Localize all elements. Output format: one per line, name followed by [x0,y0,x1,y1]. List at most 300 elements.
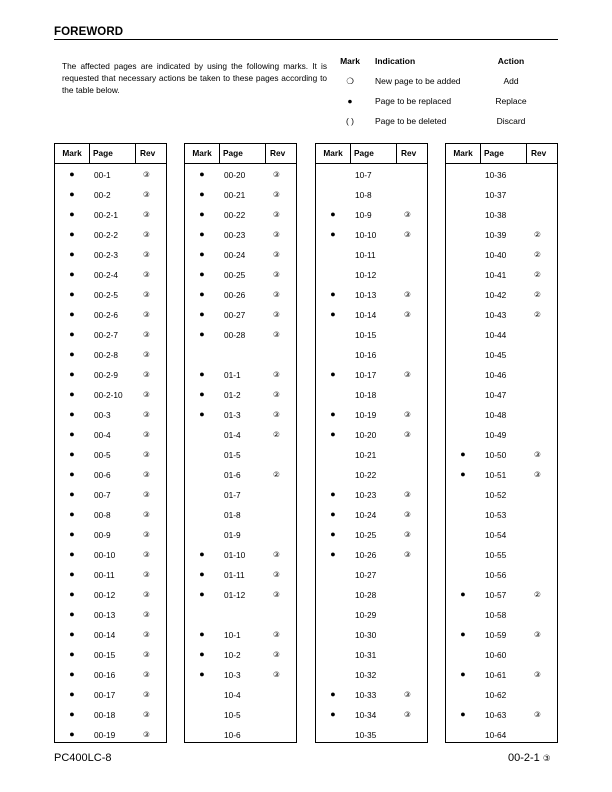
page-number-cell: 10-55 [485,550,507,560]
page-number-cell: 10-17 [355,370,377,380]
page-number-cell: 00-2-4 [94,270,118,280]
table-row [185,245,296,265]
table-row [185,485,296,505]
page-number-cell: 10-32 [355,670,377,680]
page-number-cell: 00-2-3 [94,250,118,260]
table-row [185,665,296,685]
page-number-cell: 00-27 [224,310,246,320]
page-number-cell: 00-14 [94,630,116,640]
page-number-cell: 10-60 [485,650,507,660]
revision-cell: ③ [534,450,541,459]
revision-mark-icon: ● [69,329,75,339]
revision-cell: ③ [143,550,150,559]
revision-cell: ③ [273,290,280,299]
revision-cell: ③ [143,210,150,219]
table-row [185,705,296,725]
legend-table [332,56,558,136]
table-row [316,665,427,685]
table-row [316,285,427,305]
page-number-cell: 00-20 [224,170,246,180]
revision-cell: ② [273,470,280,479]
col-header-page: Page [484,148,504,158]
page-number-cell: 10-52 [485,490,507,500]
page-number-cell: 10-53 [485,510,507,520]
page-number-cell: 01-9 [224,530,241,540]
revision-cell: ③ [143,190,150,199]
page-number-cell: 10-42 [485,290,507,300]
page-number-cell: 10-38 [485,210,507,220]
page-number-cell: 10-49 [485,430,507,440]
table-row [185,645,296,665]
table-row [316,425,427,445]
revision-cell: ② [273,430,280,439]
legend-indication: New page to be added [375,76,461,86]
revision-mark-icon: ● [199,249,205,259]
revision-cell: ③ [404,210,411,219]
table-row [446,605,557,625]
revision-cell: ③ [273,670,280,679]
revision-mark-icon: ● [199,569,205,579]
revision-mark-icon: ● [460,589,466,599]
column-divider [526,144,527,163]
revision-cell: ③ [404,490,411,499]
revision-cell: ③ [143,270,150,279]
legend-action: Discard [496,116,526,126]
page-number-cell: 10-33 [355,690,377,700]
table-row [446,685,557,705]
page-number-cell: 00-2-8 [94,350,118,360]
page-number-cell: 10-5 [224,710,241,720]
table-row [55,565,166,585]
legend-row-add [332,76,558,96]
table-row [55,625,166,645]
table-row [185,725,296,745]
page-number-cell: 10-8 [355,190,372,200]
page-number-cell: 00-16 [94,670,116,680]
col-header-rev: Rev [270,148,286,158]
page-number-cell: 00-28 [224,330,246,340]
table-header [55,144,166,164]
table-row [316,245,427,265]
revision-mark-icon: ● [460,669,466,679]
table-row [446,345,557,365]
new-page-mark-icon: ❍ [346,76,354,86]
page-number-cell: 10-39 [485,230,507,240]
revision-cell: ③ [404,710,411,719]
page-number-cell: 00-2-10 [94,390,123,400]
revision-mark-icon: ● [69,709,75,719]
revision-mark-icon: ● [199,169,205,179]
revision-cell: ③ [273,210,280,219]
page-number-cell: 10-26 [355,550,377,560]
table-body [185,164,296,745]
page-number-cell: 00-2-7 [94,330,118,340]
table-row [185,545,296,565]
revision-mark-icon: ● [199,329,205,339]
page-number-cell: 10-63 [485,710,507,720]
table-row [316,305,427,325]
table-row [55,345,166,365]
page-number-cell: 10-30 [355,630,377,640]
table-header [316,144,427,164]
revision-cell: ② [534,290,541,299]
page-number-cell: 00-8 [94,510,111,520]
revision-mark-icon: ● [69,249,75,259]
column-divider [350,144,351,163]
revision-cell: ③ [273,310,280,319]
page-number-cell: 00-22 [224,210,246,220]
page-number-cell: 00-6 [94,470,111,480]
table-row [446,165,557,185]
revision-mark-icon: ● [69,229,75,239]
revision-mark-icon: ● [69,189,75,199]
revision-mark-icon: ● [199,189,205,199]
revision-mark-icon: ● [460,469,466,479]
page-number-cell: 00-1 [94,170,111,180]
revision-mark-icon: ● [69,609,75,619]
revision-mark-icon: ● [199,269,205,279]
table-row [185,365,296,385]
revision-mark-icon: ● [69,669,75,679]
revision-mark-icon: ● [330,369,336,379]
page-number-cell: 10-43 [485,310,507,320]
table-row [55,725,166,745]
table-row [316,385,427,405]
revision-cell: ③ [273,270,280,279]
revision-cell: ③ [273,410,280,419]
page-number-cell: 00-10 [94,550,116,560]
revision-cell: ③ [143,650,150,659]
col-header-page: Page [354,148,374,158]
table-row [316,705,427,725]
page-table-4 [445,143,558,743]
page-number-cell: 10-15 [355,330,377,340]
page-number-cell: 01-3 [224,410,241,420]
table-row [316,405,427,425]
revision-cell: ③ [404,430,411,439]
page-number-cell: 10-14 [355,310,377,320]
table-row [55,645,166,665]
revision-cell: ③ [143,590,150,599]
revision-mark-icon: ● [199,409,205,419]
column-divider [265,144,266,163]
table-row [185,165,296,185]
table-row [316,585,427,605]
table-row [446,205,557,225]
page-number-cell: 00-9 [94,530,111,540]
page-number-cell: 10-57 [485,590,507,600]
table-row [446,265,557,285]
page-number-cell: 10-16 [355,350,377,360]
table-row [446,405,557,425]
footer-page: 00-2-1 [508,752,540,764]
page-number-cell: 00-18 [94,710,116,720]
revision-mark-icon: ● [69,489,75,499]
table-row [446,725,557,745]
page-number-cell: 10-64 [485,730,507,740]
page-number-cell: 00-26 [224,290,246,300]
delete-page-mark-icon: ( ) [345,116,355,126]
revision-cell: ③ [273,250,280,259]
revision-mark-icon: ● [69,689,75,699]
page-number-cell: 10-4 [224,690,241,700]
revision-mark-icon: ● [69,429,75,439]
revision-mark-icon: ● [69,369,75,379]
table-row [446,365,557,385]
revision-cell: ③ [404,370,411,379]
table-row [185,305,296,325]
table-row [446,465,557,485]
page-number-cell: 10-31 [355,650,377,660]
page-number-cell: 00-19 [94,730,116,740]
table-body [55,164,166,745]
revision-cell: ③ [404,690,411,699]
revision-cell: ③ [143,290,150,299]
page-number-cell: 10-56 [485,570,507,580]
replace-page-mark-icon: ● [347,96,353,106]
revision-mark-icon: ● [330,229,336,239]
revision-cell: ③ [143,390,150,399]
page-number-cell: 10-41 [485,270,507,280]
page-number-cell: 10-51 [485,470,507,480]
table-row [55,545,166,565]
table-body [316,164,427,745]
table-row [316,465,427,485]
table-body [446,164,557,745]
legend-header-action: Action [497,56,525,66]
revision-cell: ③ [273,550,280,559]
revision-cell: ③ [534,630,541,639]
table-header [185,144,296,164]
revision-cell: ③ [143,530,150,539]
revision-cell: ③ [404,290,411,299]
revision-mark-icon: ● [69,569,75,579]
revision-cell: ② [534,310,541,319]
revision-mark-icon: ● [69,469,75,479]
page-number-cell: 00-2-5 [94,290,118,300]
revision-cell: ③ [143,730,150,739]
col-header-page: Page [223,148,243,158]
table-row [55,485,166,505]
table-row [185,625,296,645]
revision-mark-icon: ● [69,649,75,659]
revision-mark-icon: ● [460,709,466,719]
revision-cell: ③ [404,550,411,559]
page-number-cell: 10-27 [355,570,377,580]
revision-cell: ③ [273,570,280,579]
page-number-cell: 00-5 [94,450,111,460]
table-row [446,485,557,505]
table-row [446,305,557,325]
table-row [185,225,296,245]
table-row [55,605,166,625]
table-row [185,205,296,225]
legend-header-indication: Indication [375,56,416,66]
page-number-cell: 10-25 [355,530,377,540]
revision-mark-icon: ● [199,589,205,599]
page-table-3 [315,143,428,743]
table-row [446,445,557,465]
table-row [316,165,427,185]
col-header-rev: Rev [531,148,547,158]
table-row [446,645,557,665]
column-divider [396,144,397,163]
revision-cell: ③ [143,370,150,379]
table-row [55,585,166,605]
footer-rev-mark: ③ [542,753,551,763]
footer-page-number [508,752,550,764]
table-row [316,505,427,525]
revision-mark-icon: ● [330,709,336,719]
table-row [446,325,557,345]
revision-mark-icon: ● [330,209,336,219]
table-row [55,465,166,485]
table-row [316,485,427,505]
col-header-mark: Mark [192,148,212,158]
revision-cell: ③ [404,510,411,519]
revision-mark-icon: ● [69,309,75,319]
page-number-cell: 10-7 [355,170,372,180]
table-row [316,525,427,545]
table-row [55,445,166,465]
revision-cell: ③ [273,190,280,199]
page-number-cell: 00-12 [94,590,116,600]
revision-mark-icon: ● [330,509,336,519]
table-row [316,605,427,625]
page-number-cell: 00-15 [94,650,116,660]
page-number-cell: 01-5 [224,450,241,460]
table-row [55,245,166,265]
revision-cell: ③ [534,670,541,679]
table-row [316,205,427,225]
column-divider [219,144,220,163]
revision-mark-icon: ● [69,409,75,419]
revision-mark-icon: ● [330,489,336,499]
revision-mark-icon: ● [69,449,75,459]
revision-mark-icon: ● [69,629,75,639]
revision-mark-icon: ● [199,649,205,659]
page-number-cell: 01-4 [224,430,241,440]
table-row [55,265,166,285]
page-number-cell: 01-10 [224,550,246,560]
revision-cell: ③ [273,590,280,599]
table-row [316,345,427,365]
table-row [446,505,557,525]
revision-cell: ② [534,590,541,599]
page-number-cell: 10-58 [485,610,507,620]
table-row [316,185,427,205]
footer-model: PC400LC-8 [54,752,112,764]
table-row [316,565,427,585]
revision-cell: ③ [404,410,411,419]
revision-cell: ③ [143,250,150,259]
legend-header-mark: Mark [340,56,360,66]
revision-mark-icon: ● [69,549,75,559]
page-number-cell: 01-1 [224,370,241,380]
revision-mark-icon: ● [330,429,336,439]
legend-action: Replace [495,96,527,106]
legend-header [332,56,558,76]
table-row [446,225,557,245]
revision-mark-icon: ● [330,409,336,419]
revision-mark-icon: ● [199,389,205,399]
revision-mark-icon: ● [460,449,466,459]
revision-cell: ③ [143,350,150,359]
revision-mark-icon: ● [330,529,336,539]
table-row [185,345,296,365]
table-row [446,665,557,685]
revision-mark-icon: ● [69,589,75,599]
revision-mark-icon: ● [330,689,336,699]
revision-cell: ③ [143,310,150,319]
table-row [55,165,166,185]
revision-mark-icon: ● [69,729,75,739]
revision-cell: ③ [143,230,150,239]
page-number-cell: 01-2 [224,390,241,400]
page-number-cell: 10-50 [485,450,507,460]
revision-cell: ③ [404,310,411,319]
page-number-cell: 00-25 [224,270,246,280]
col-header-rev: Rev [140,148,156,158]
table-row [55,405,166,425]
table-row [55,285,166,305]
page-number-cell: 00-2-2 [94,230,118,240]
page-table-2 [184,143,297,743]
page-number-cell: 10-10 [355,230,377,240]
page-number-cell: 10-6 [224,730,241,740]
revision-cell: ③ [143,450,150,459]
revision-cell: ③ [534,470,541,479]
table-row [55,185,166,205]
revision-mark-icon: ● [199,369,205,379]
table-row [185,585,296,605]
page-number-cell: 10-23 [355,490,377,500]
page-number-cell: 10-35 [355,730,377,740]
intro-text: The affected pages are indicated by using the following marks. It is requested that necessary actions be taken to these pages according to the table below. [62,61,327,95]
revision-mark-icon: ● [460,629,466,639]
revision-cell: ③ [143,490,150,499]
column-divider [89,144,90,163]
table-row [185,185,296,205]
revision-cell: ③ [273,370,280,379]
page-number-cell: 00-24 [224,250,246,260]
table-row [185,565,296,585]
revision-cell: ③ [404,530,411,539]
table-row [55,205,166,225]
table-row [55,325,166,345]
table-row [316,545,427,565]
table-row [55,505,166,525]
column-divider [480,144,481,163]
revision-cell: ③ [273,170,280,179]
table-row [446,185,557,205]
table-row [316,645,427,665]
revision-cell: ③ [143,430,150,439]
revision-mark-icon: ● [199,309,205,319]
revision-cell: ③ [273,390,280,399]
page-number-cell: 10-59 [485,630,507,640]
table-row [316,725,427,745]
revision-mark-icon: ● [69,289,75,299]
table-row [446,705,557,725]
table-row [316,685,427,705]
col-header-mark: Mark [323,148,343,158]
table-row [446,425,557,445]
table-row [316,225,427,245]
page-table-1 [54,143,167,743]
table-row [446,585,557,605]
table-row [316,265,427,285]
